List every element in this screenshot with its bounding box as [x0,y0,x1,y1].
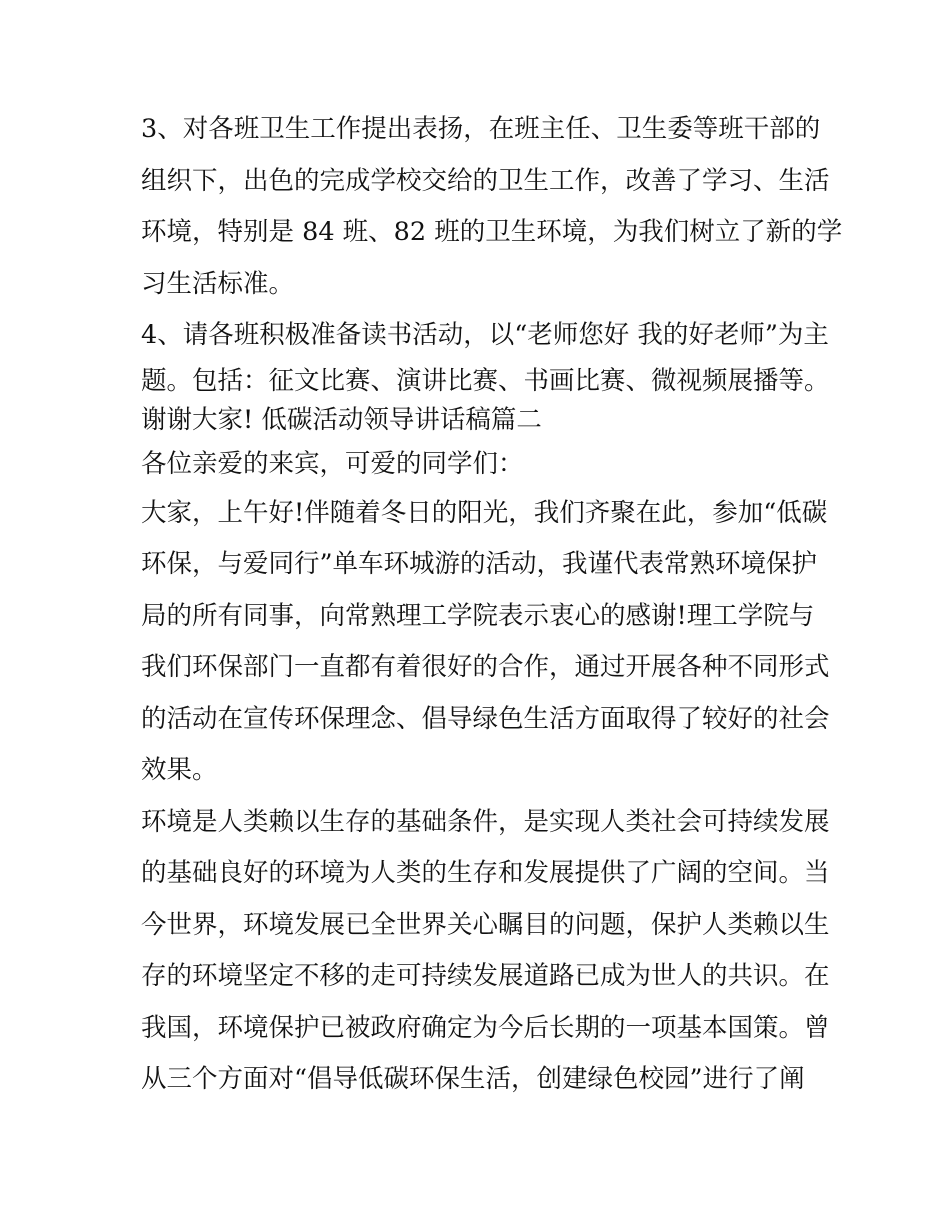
text-line-14: 效果。 [141,755,218,785]
document-body [141,104,843,1106]
text-line-3: 环境，特别是 84 班、82 班的卫生环境，为我们树立了新的学 [141,217,843,247]
text-line-15: 环境是人类赖以生存的基础条件，是实现人类社会可持续发展 [141,806,830,837]
text-line-16: 的基础良好的环境为人类的生存和发展提供了广阔的空间。当 [141,858,830,888]
text-line-1: 3、对各班卫生工作提出表扬，在班主任、卫生委等班干部的 [141,114,821,144]
text-line-17: 今世界，环境发展已全世界关心瞩目的问题，保护人类赖以生 [141,909,830,940]
text-line-18: 存的环境坚定不移的走可持续发展道路已成为世人的共识。在 [141,961,830,991]
text-line-13: 的活动在宣传环保理念、倡导绿色生活方面取得了较好的社会 [141,703,830,734]
text-line-4: 习生活标准。 [141,268,295,299]
text-line-5: 4、请各班积极准备读书活动，以“老师您好 我的好老师”为主 [141,320,829,350]
text-line-20: 从三个方面对“倡导低碳环保生活，创建绿色校园”进行了阐 [141,1064,805,1094]
text-line-11: 局的所有同事，向常熟理工学院表示衷心的感谢!理工学院与 [141,600,815,631]
text-line-2: 组织下，出色的完成学校交给的卫生工作，改善了学习、生活 [141,165,830,196]
salutation-line: 各位亲爱的来宾，可爱的同学们： [141,448,524,479]
text-line-19: 我国，环境保护已被政府确定为今后长期的一项基本国策。曾 [141,1012,830,1043]
text-line-9: 大家，上午好!伴随着冬日的阳光，我们齐聚在此，参加“低碳 [141,497,828,528]
text-line-6: 题。包括：征文比赛、演讲比赛、书画比赛、微视频展播等。 [141,365,830,396]
text-line-10: 环保，与爱同行”单车环城游的活动，我谨代表常熟环境保护 [141,549,818,579]
section-heading: 谢谢大家! 低碳活动领导讲话稿篇二 [141,404,542,435]
text-line-12: 我们环保部门一直都有着很好的合作，通过开展各种不同形式 [141,652,830,682]
